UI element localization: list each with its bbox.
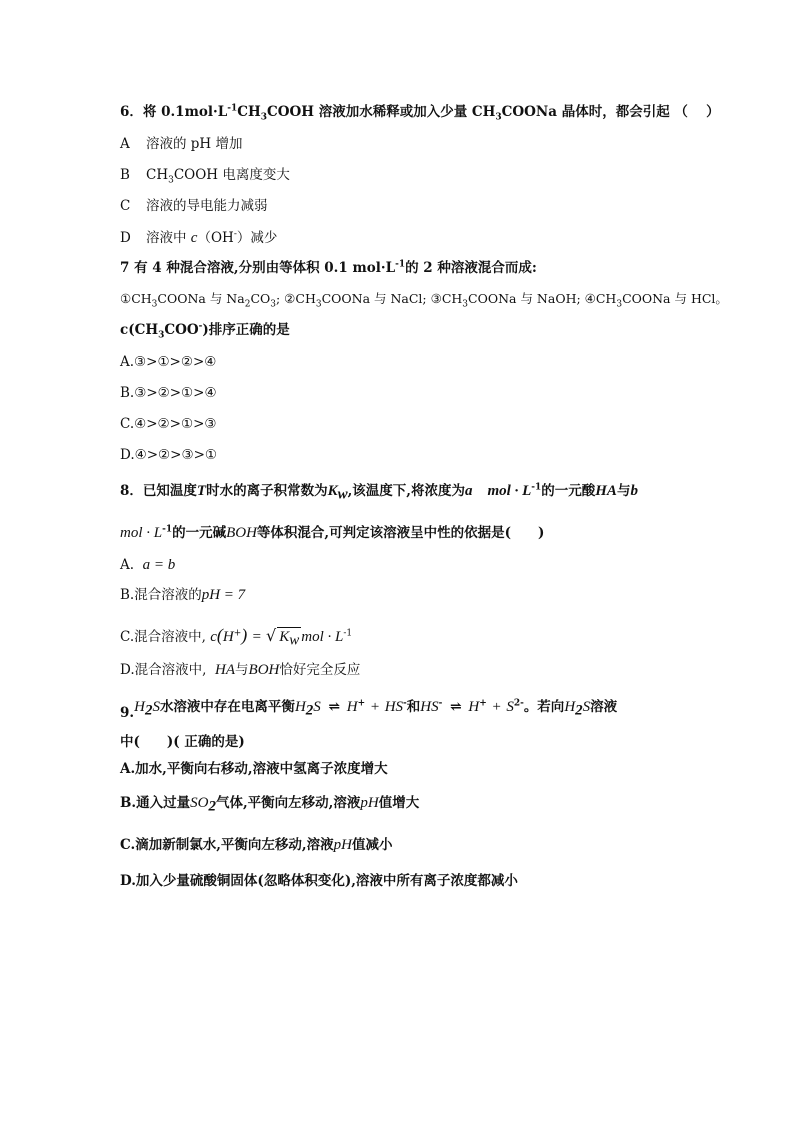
q8-option-b: B.混合溶液的pH = 7 (120, 587, 246, 603)
q8-stem-line1: 8．已知温度T时水的离子积常数为$K_w$,该温度下,将浓度为a mol · $L^{-1}$的一元酸HA与b (120, 482, 638, 503)
equilibrium-arrow-icon: ⇌ (450, 699, 461, 715)
q7-question: $c(CH_3COO^-)$排序正确的是 (120, 321, 290, 341)
q8-stem-line2: mol · $L^{-1}$的一元碱BOH等体积混合,可判定该溶液呈中性的依据是( ) (120, 524, 545, 541)
q6-stem: 6．将 $0.1mol\cdot L^{-1}CH_3COOH$ 溶液加水稀释或加入少量 $CH_3COONa$ 晶体时，都会引起 （ ） (120, 103, 720, 123)
q6-option-d: D 溶液中 c（OH-）减少 (120, 229, 278, 246)
q7-stem: 7 有 4 种混合溶液,分别由等体积 0.1 $mol\cdot L^{-1}$的 2 种溶液混合而成: (120, 259, 537, 276)
q7-option-c: C.④>②>①>③ (120, 416, 217, 432)
q6-option-b: B $CH_3COOH$ 电离度变大 (120, 167, 290, 186)
q8-option-d: D.混合溶液中, HA与BOH恰好完全反应 (120, 662, 361, 678)
q9-option-b: B.通入过量$SO_2$气体,平衡向左移动,溶液pH值增大 (120, 795, 420, 815)
q9-option-c: C.滴加新制氯水,平衡向左移动,溶液pH值减小 (120, 837, 393, 853)
q7-option-b: B.③>②>①>④ (120, 385, 217, 401)
q6-option-c: C 溶液的导电能力减弱 (120, 198, 268, 214)
q9-option-a: A.加水,平衡向右移动,溶液中氢离子浓度增大 (120, 761, 388, 777)
q9-option-d: D.加入少量硫酸铜固体(忽略体积变化),溶液中所有离子浓度都减小 (120, 873, 518, 889)
q8-option-c: C.混合溶液中, c(H+) = √ $K_w$ mol · $L^{-1}$ (120, 625, 353, 649)
q6-option-a: A 溶液的 pH 增加 (120, 136, 243, 152)
q9-stem-line1: $9.H_2S$水溶液中存在电离平衡$H_2S$ ⇌ H+ + HS-和HS- ⇌ $H^+ + S^{2-}$。若向$H_2S$溶液 (120, 698, 618, 721)
q8-option-a: A. a = b (120, 557, 176, 573)
q7-option-a: A.③>①>②>④ (120, 354, 217, 370)
q7-mixtures: $①CH_3COONa$ 与 $Na_2CO_3$; $②CH_3COONa$ 与 NaCl; $③CH_3COONa$ 与 NaOH; $④CH_3COONa$ 与 HCl。 (120, 291, 728, 310)
q9-stem-line2: 中( )( 正确的是) (120, 734, 245, 750)
equilibrium-arrow-icon: ⇌ (328, 699, 340, 715)
q7-option-d: D.④>②>③>① (120, 447, 217, 463)
